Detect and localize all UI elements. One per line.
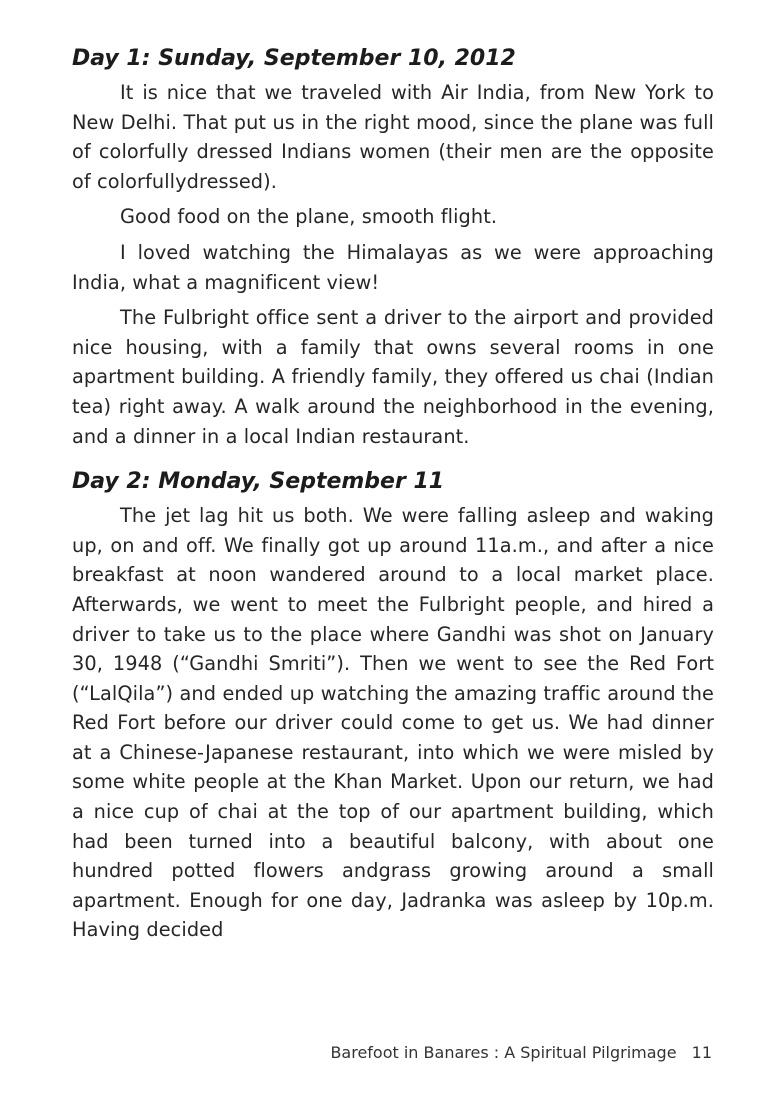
paragraph: Good food on the plane, smooth flight. bbox=[120, 205, 498, 229]
page-number: 11 bbox=[691, 1043, 712, 1062]
paragraph: It is nice that we traveled with Air India, from New York to New Delhi. That put us in the right mood, since the plane was full of colorfully dressed Indians women (their men are the opposite of colorfullydressed). bbox=[72, 81, 714, 193]
running-book-title: Barefoot in Banares : A Spiritual Pilgrimage bbox=[330, 1043, 677, 1062]
book-page bbox=[72, 44, 714, 945]
paragraph: The jet lag hit us both. We were falling asleep and waking up, on and off. We finally got up around 11a.m., and after a nice breakfast at noon wandered around to a local market place. Afterwards, we went to meet the Fulbright people, and hired a driver to take us to the place where Gandhi was shot on January 30, 1948 (“Gandhi Smriti”). Then we went to see the Red Fort (“LalQila”) and ended up watching the amazing traffic around the Red Fort before our driver could come to get us. We had dinner at a Chinese-Japanese restaurant, into which we were misled by some white people at the Khan Market. Upon our return, we had a nice cup of chai at the top of our apartment building, which had been turned into a beautiful balcony, with about one hundred potted flowers andgrass growing around a small apartment. Enough for one day, Jadranka was asleep by 10p.m. Having decided bbox=[72, 504, 714, 942]
entry-heading: Day 2: Monday, September 11 bbox=[72, 469, 445, 495]
diary-entry-day-1 bbox=[72, 44, 714, 451]
paragraph: The Fulbright office sent a driver to the airport and provided nice housing, with a family that owns several rooms in one apartment building. A friendly family, they offered us chai (Indian tea) right away. A walk around the neighborhood in the evening, and a dinner in a local Indian restaurant. bbox=[72, 306, 714, 448]
page-footer bbox=[330, 1042, 712, 1064]
paragraph: I loved watching the Himalayas as we were approaching India, what a magnificent view! bbox=[72, 240, 714, 294]
entry-heading: Day 1: Sunday, September 10, 2012 bbox=[72, 46, 516, 71]
diary-entry-day-2 bbox=[72, 467, 714, 945]
